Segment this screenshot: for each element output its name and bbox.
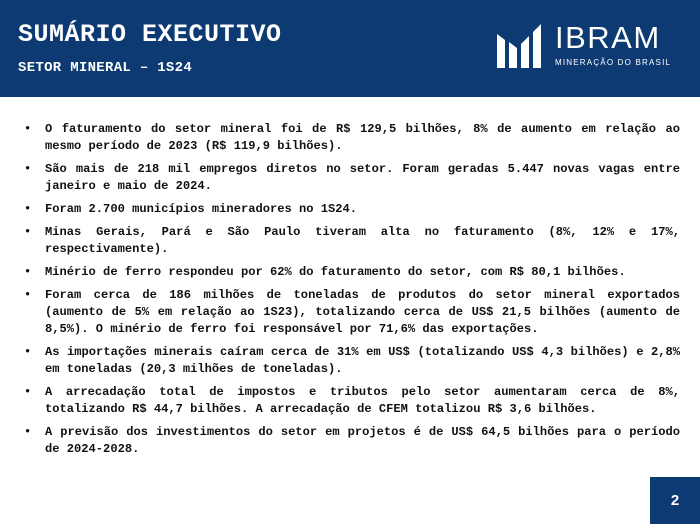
header-bar	[0, 0, 700, 97]
bullet-item	[23, 424, 680, 458]
bullet-item	[23, 121, 680, 155]
page-subtitle: SETOR MINERAL – 1S24	[18, 60, 193, 76]
bullet-item	[23, 384, 680, 418]
ibram-logo	[495, 22, 675, 72]
bullet-text: O faturamento do setor mineral foi de R$ 129,5 bilhões, 8% de aumento em relação ao mesmo período de 2023 (R$ 119,9 bilhões).	[45, 122, 680, 153]
bullet-text: Minas Gerais, Pará e São Paulo tiveram alta no faturamento (8%, 12% e 17%, respectivamente).	[45, 225, 680, 256]
page-number-badge	[650, 477, 700, 524]
bullet-text: Minério de ferro respondeu por 62% do faturamento do setor, com R$ 80,1 bilhões.	[45, 265, 626, 279]
bullet-item	[23, 264, 680, 281]
bullet-item	[23, 287, 680, 338]
bullet-text: Foram cerca de 186 milhões de toneladas de produtos do setor mineral exportados (aumento de 5% em relação ao 1S23), totalizando cerca de US$ 21,5 bilhões (aumento de 8,5%). O minério de ferro foi responsável por 71,6% das exportações.	[45, 288, 680, 336]
bullet-dot-icon: •	[24, 345, 32, 359]
bullet-dot-icon: •	[24, 265, 32, 279]
bullet-dot-icon: •	[24, 225, 32, 239]
page-number: 2	[670, 492, 680, 509]
bullet-text: A arrecadação total de impostos e tributos pelo setor aumentaram cerca de 8%, totalizando R$ 44,7 bilhões. A arrecadação de CFEM totalizou R$ 3,6 bilhões.	[45, 385, 680, 416]
bullet-dot-icon: •	[24, 122, 32, 136]
bullet-text: São mais de 218 mil empregos diretos no setor. Foram geradas 5.447 novas vagas entre janeiro e maio de 2024.	[45, 162, 680, 193]
bullet-item	[23, 201, 680, 218]
bullet-dot-icon: •	[24, 162, 32, 176]
bullet-dot-icon: •	[24, 385, 32, 399]
bullet-text: A previsão dos investimentos do setor em projetos é de US$ 64,5 bilhões para o período de 2024-2028.	[45, 425, 680, 456]
bullet-item	[23, 344, 680, 378]
logo-wordmark: IBRAM	[555, 20, 661, 55]
page-title: SUMÁRIO EXECUTIVO	[18, 20, 282, 49]
bullet-text: Foram 2.700 municípios mineradores no 1S24.	[45, 202, 358, 216]
bullet-dot-icon: •	[24, 288, 32, 302]
summary-bullet-list	[23, 121, 680, 464]
ibram-logo-mark-icon	[495, 22, 545, 68]
bullet-item	[23, 161, 680, 195]
logo-tagline: MINERAÇÃO DO BRASIL	[555, 58, 672, 67]
bullet-dot-icon: •	[24, 202, 32, 216]
bullet-item	[23, 224, 680, 258]
bullet-text: As importações minerais caíram cerca de 31% em US$ (totalizando US$ 4,3 bilhões) e 2,8% em toneladas (20,3 milhões de toneladas).	[45, 345, 680, 376]
bullet-dot-icon: •	[24, 425, 32, 439]
